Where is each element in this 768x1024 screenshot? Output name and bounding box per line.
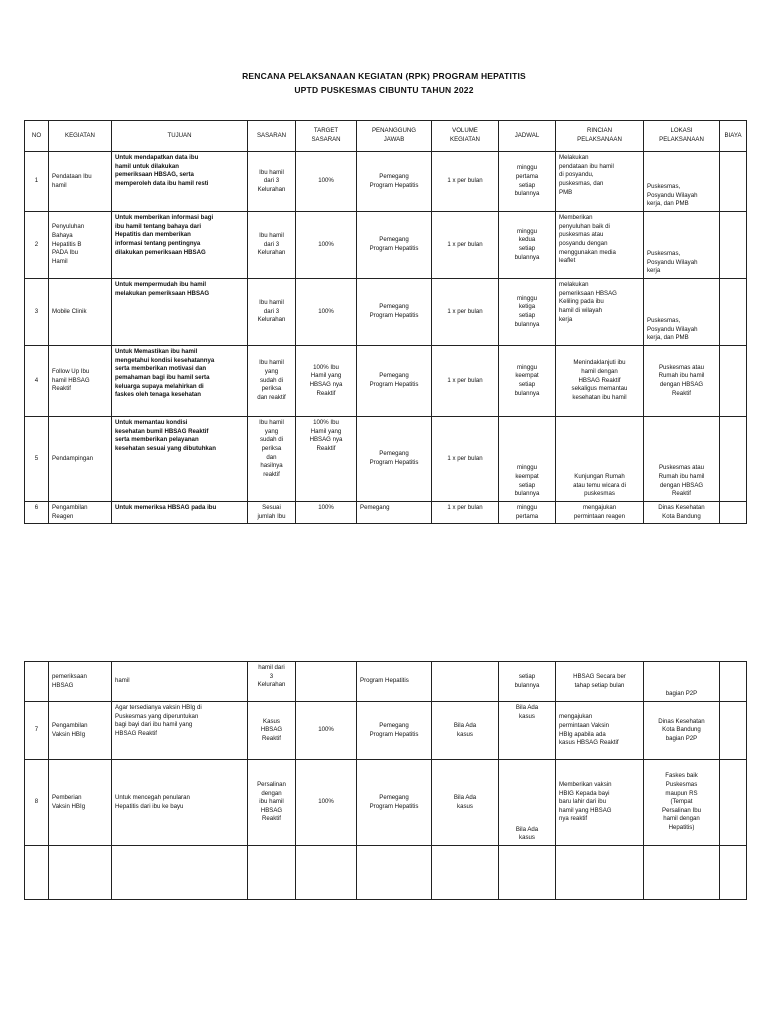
cell-biaya [720,702,747,760]
table-row [25,279,747,346]
cell-biaya [720,346,747,417]
cell-rincian: Menindaklanjuti ibu hamil dengan HBSAG Reaktif sekaligus memantau kesehatan ibu hamil [556,346,644,417]
cell-no: 1 [25,152,49,212]
cell-volume: 1 x per bulan [432,502,499,524]
cell-jadwal: minggu keempat setiap bulannya [499,346,556,417]
cell-target: 100% [296,152,357,212]
cell-target: 100% [296,702,357,760]
cell-target [296,846,357,900]
cell-tujuan: Untuk mempermudah ibu hamil melakukan pemeriksaan HBSAG [112,279,248,346]
cell-rincian: Memberikan vaksin HBIG Kepada bayi baru lahir dari ibu hamil yang HBSAG nya reaktif [556,760,644,846]
rpk-table-continued [24,661,747,900]
cell-volume [432,846,499,900]
cell-sasaran: Ibu hamil yang sudah di periksa dan reaktif [248,346,296,417]
cell-tujuan: hamil [112,662,248,702]
cell-jadwal: minggu pertama [499,502,556,524]
cell-penanggung [357,846,432,900]
cell-kegiatan: Pendampingan [49,417,112,502]
cell-volume: 1 x per bulan [432,152,499,212]
header-lokasi: LOKASI PELAKSANAAN [644,121,720,152]
cell-no: 4 [25,346,49,417]
table-row [25,702,747,760]
cell-biaya [720,212,747,279]
cell-tujuan: Untuk Memastikan ibu hamil mengetahui kondisi kesehatannya serta memberikan motivasi dan pemahaman bagi ibu hamil serta keluarga supaya melahirkan di faskes oleh tenaga kesehatan [112,346,248,417]
cell-penanggung: Pemegang Program Hepatitis [357,279,432,346]
cell-penanggung: Pemegang Program Hepatitis [357,702,432,760]
cell-volume: 1 x per bulan [432,417,499,502]
cell-kegiatan [49,846,112,900]
cell-sasaran: Sesuai jumlah Ibu [248,502,296,524]
cell-rincian: mengajukan permintaan Vaksin HBIg apabila ada kasus HBSAG Reaktif [556,702,644,760]
cell-tujuan: Untuk memantau kondisi kesehatan bumil HBSAG Reaktif serta memberikan pelayanan kesehatan sesuai yang dibutuhkan [112,417,248,502]
cell-kegiatan: Pemberian Vaksin HBIg [49,760,112,846]
cell-biaya [720,152,747,212]
cell-sasaran [248,846,296,900]
cell-kegiatan: pemeriksaan HBSAG [49,662,112,702]
cell-target [296,662,357,702]
table-row [25,662,747,702]
cell-target: 100% [296,502,357,524]
cell-target: 100% Ibu Hamil yang HBSAG nya Reaktif [296,417,357,502]
cell-no: 8 [25,760,49,846]
header-jadwal: JADWAL [499,121,556,152]
cell-biaya [720,760,747,846]
cell-sasaran: Kasus HBSAG Reaktif [248,702,296,760]
cell-volume: 1 x per bulan [432,346,499,417]
cell-jadwal: minggu pertama setiap bulannya [499,152,556,212]
cell-target: 100% [296,279,357,346]
cell-no [25,846,49,900]
cell-biaya [720,502,747,524]
cell-jadwal: minggu kedua setiap bulannya [499,212,556,279]
table-row [25,760,747,846]
table-row [25,846,747,900]
cell-jadwal: setiap bulannya [499,662,556,702]
cell-no: 7 [25,702,49,760]
cell-lokasi: Puskesmas, Posyandu Wilayah kerja [644,212,720,279]
cell-jadwal: minggu ketiga setiap bulannya [499,279,556,346]
table-row [25,417,747,502]
cell-volume: 1 x per bulan [432,212,499,279]
table-header-row [25,121,747,152]
cell-jadwal [499,846,556,900]
cell-sasaran: Ibu hamil yang sudah di periksa dan hasilnya reaktif [248,417,296,502]
cell-rincian: Memberikan penyuluhan baik di puskesmas atau posyandu dengan menggunakan media leaflet [556,212,644,279]
cell-sasaran: Persalinan dengan ibu hamil HBSAG Reaktif [248,760,296,846]
cell-target: 100% Ibu Hamil yang HBSAG nya Reaktif [296,346,357,417]
cell-penanggung: Pemegang Program Hepatitis [357,346,432,417]
cell-lokasi: Puskesmas atau Rumah ibu hamil dengan HBSAG Reaktif [644,417,720,502]
cell-lokasi: Puskesmas, Posyandu Wilayah kerja, dan PMB [644,279,720,346]
cell-volume: 1 x per bulan [432,279,499,346]
cell-kegiatan: Mobile Clinik [49,279,112,346]
cell-penanggung: Pemegang [357,502,432,524]
table-row [25,152,747,212]
cell-rincian: Melakukan pendataan ibu hamil di posyandu, puskesmas, dan PMB [556,152,644,212]
cell-rincian: Kunjungan Rumah atau temu wicara di puskesmas [556,417,644,502]
cell-jadwal: Bila Ada kasus [499,760,556,846]
rpk-table [24,120,747,524]
document-title: RENCANA PELAKSANAAN KEGIATAN (RPK) PROGRAM HEPATITIS [242,71,526,81]
cell-rincian: mengajukan permintaan reagen [556,502,644,524]
cell-volume: Bila Ada kasus [432,760,499,846]
cell-no: 5 [25,417,49,502]
header-target: TARGET SASARAN [296,121,357,152]
cell-biaya [720,662,747,702]
cell-sasaran: Ibu hamil dari 3 Kelurahan [248,279,296,346]
cell-penanggung: Pemegang Program Hepatitis [357,152,432,212]
cell-tujuan: Agar tersedianya vaksin HBIg di Puskesmas yang diperuntukan bagi bayi dari ibu hamil yang HBSAG Reaktif [112,702,248,760]
cell-tujuan: Untuk memberikan informasi bagi ibu hamil tentang bahaya dari Hepatitis dan memberikan informasi tentang pentingnya dilakukan pemeriksaan HBSAG [112,212,248,279]
cell-biaya [720,417,747,502]
cell-kegiatan: Pengambilan Reagen [49,502,112,524]
cell-penanggung: Pemegang Program Hepatitis [357,212,432,279]
cell-target: 100% [296,212,357,279]
cell-tujuan [112,846,248,900]
cell-lokasi [644,846,720,900]
cell-penanggung: Program Hepatitis [357,662,432,702]
cell-sasaran: Ibu hamil dari 3 Kelurahan [248,152,296,212]
cell-biaya [720,846,747,900]
cell-volume: Bila Ada kasus [432,702,499,760]
cell-tujuan: Untuk mendapatkan data ibu hamil untuk dilakukan pemeriksaan HBSAG, serta memperoleh data ibu hamil resti [112,152,248,212]
cell-tujuan: Untuk memeriksa HBSAG pada ibu [112,502,248,524]
cell-no: 2 [25,212,49,279]
cell-jadwal: Bila Ada kasus [499,702,556,760]
cell-lokasi: bagian P2P [644,662,720,702]
header-no: NO [25,121,49,152]
cell-rincian: melakukan pemeriksaan HBSAG Keliling pada ibu hamil di wilayah kerja [556,279,644,346]
cell-kegiatan: Pengambilan Vaksin HBIg [49,702,112,760]
cell-no: 3 [25,279,49,346]
cell-target: 100% [296,760,357,846]
table-row [25,346,747,417]
cell-rincian [556,846,644,900]
cell-kegiatan: Penyuluhan Bahaya Hepatitis B PADA Ibu Hamil [49,212,112,279]
cell-lokasi: Faskes baik Puskesmas maupun RS (Tempat Persalinan Ibu hamil dengan Hepatitis) [644,760,720,846]
header-tujuan: TUJUAN [112,121,248,152]
cell-kegiatan: Follow Up Ibu hamil HBSAG Reaktif [49,346,112,417]
header-penanggung: PENANGGUNG JAWAB [357,121,432,152]
cell-lokasi: Puskesmas atau Rumah ibu hamil dengan HBSAG Reaktif [644,346,720,417]
header-sasaran: SASARAN [248,121,296,152]
cell-penanggung: Pemegang Program Hepatitis [357,760,432,846]
header-rincian: RINCIAN PELAKSANAAN [556,121,644,152]
cell-kegiatan: Pendataan Ibu hamil [49,152,112,212]
header-kegiatan: KEGIATAN [49,121,112,152]
header-biaya: BIAYA [720,121,747,152]
cell-lokasi: Dinas Kesehatan Kota Bandung [644,502,720,524]
document-subtitle: UPTD PUSKESMAS CIBUNTU TAHUN 2022 [294,85,474,95]
header-volume: VOLUME KEGIATAN [432,121,499,152]
cell-jadwal: minggu keempat setiap bulannya [499,417,556,502]
cell-lokasi: Puskesmas, Posyandu Wilayah kerja, dan PMB [644,152,720,212]
cell-penanggung: Pemegang Program Hepatitis [357,417,432,502]
cell-sasaran: hamil dari 3 Kelurahan [248,662,296,702]
cell-rincian: HBSAG Secara ber tahap setiap bulan [556,662,644,702]
cell-tujuan: Untuk mencegah penularan Hepatitis dari ibu ke bayu [112,760,248,846]
table-row [25,212,747,279]
cell-volume [432,662,499,702]
cell-no: 6 [25,502,49,524]
cell-sasaran: Ibu hamil dari 3 Kelurahan [248,212,296,279]
cell-biaya [720,279,747,346]
cell-no [25,662,49,702]
cell-lokasi: Dinas Kesehatan Kota Bandung bagian P2P [644,702,720,760]
table-row [25,502,747,524]
